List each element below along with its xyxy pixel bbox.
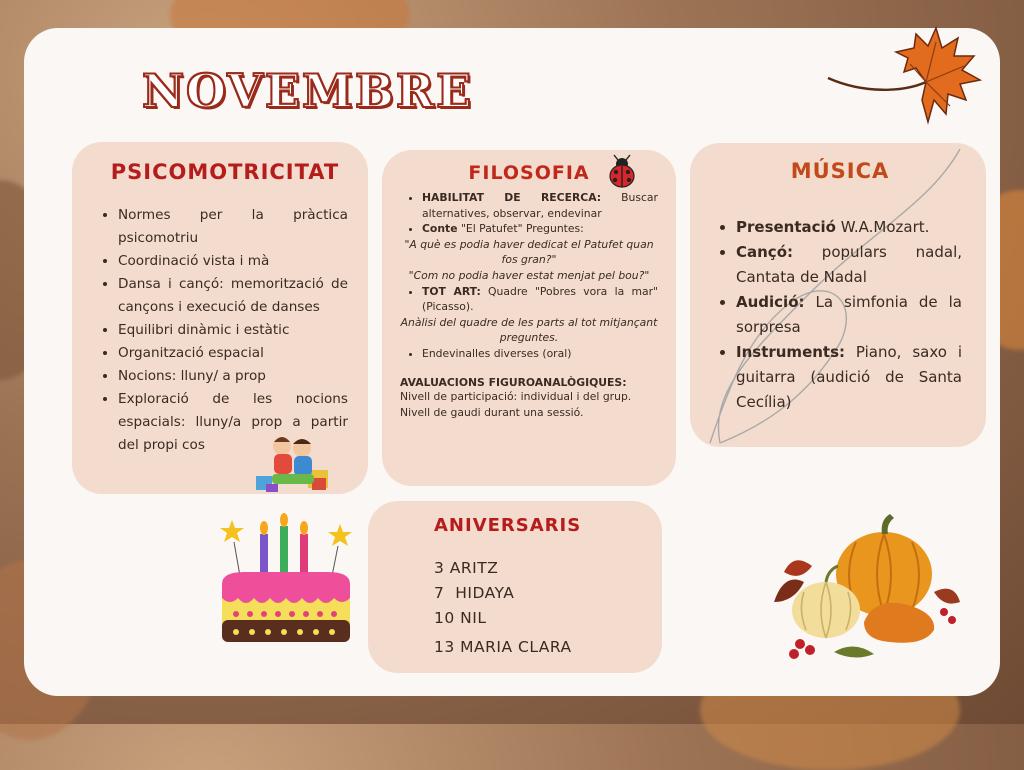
musica-heading: MÚSICA bbox=[790, 159, 890, 183]
filosofia-list-2 bbox=[400, 284, 658, 315]
list-item bbox=[422, 221, 658, 237]
list-item: • Normes per la pràctica psicomotriu bbox=[118, 204, 348, 250]
list-item bbox=[422, 284, 658, 315]
maple-leaf-icon bbox=[824, 22, 994, 142]
page-title: NOVEMBRE bbox=[142, 64, 474, 118]
totart-text: Quadre "Pobres vora la mar" (Picasso). bbox=[422, 284, 658, 314]
item-text: populars nadal, Cantata de Nadal bbox=[736, 243, 962, 286]
item-text: W.A.Mozart. bbox=[835, 218, 930, 236]
list-item: • Nocions: lluny/ a prop bbox=[118, 365, 348, 388]
item-label: Cançó: bbox=[736, 243, 794, 261]
list-item: • Equilibri dinàmic i estàtic bbox=[118, 319, 348, 342]
musica-card bbox=[690, 143, 986, 447]
list-item bbox=[736, 340, 962, 415]
item-label: Audició: bbox=[736, 293, 805, 311]
item-label: Instruments: bbox=[736, 343, 846, 361]
list-item bbox=[422, 190, 658, 221]
item-text: Piano, saxo i guitarra (audició de Santa Cecília) bbox=[736, 343, 962, 411]
item-label: Presentació bbox=[736, 218, 836, 236]
list-item: 10 NIL bbox=[434, 609, 487, 627]
avaluacions-line: Nivell de participació: individual i del grup. bbox=[400, 389, 632, 403]
list-item bbox=[736, 240, 962, 290]
list-item: • Endevinalles diverses (oral) bbox=[422, 346, 658, 362]
list-item bbox=[736, 290, 962, 340]
habilitat-text: Buscar alternatives, observar, endevinar bbox=[422, 191, 658, 220]
avaluacions-line: Nivell de gaudi durant una sessió. bbox=[400, 405, 584, 419]
conte-text: "El Patufet" Preguntes: bbox=[457, 222, 584, 236]
filosofia-heading: FILOSOFIA bbox=[468, 162, 590, 184]
list-item: • Coordinació vista i mà bbox=[118, 250, 348, 273]
conte-label: Conte bbox=[422, 222, 458, 236]
filosofia-list bbox=[400, 190, 658, 237]
psicomotricitat-heading: PSICOMOTRICITAT bbox=[110, 160, 340, 184]
pumpkins-icon bbox=[764, 512, 964, 672]
list-item: • Organització espacial bbox=[118, 342, 348, 365]
aniversaris-card bbox=[368, 501, 662, 673]
birthday-cake-icon bbox=[214, 512, 358, 652]
children-playing-icon bbox=[252, 432, 334, 494]
list-item bbox=[736, 215, 962, 240]
list-item: 7 HIDAYA bbox=[434, 584, 515, 602]
birthday-list bbox=[434, 556, 662, 660]
habilitat-label: HABILITAT DE RECERCA: bbox=[422, 191, 602, 204]
item-text: La simfonia de la sorpresa bbox=[736, 293, 962, 336]
list-item: 3 ARITZ bbox=[434, 559, 499, 577]
filosofia-card bbox=[382, 150, 676, 486]
ladybug-icon bbox=[604, 154, 640, 190]
avaluacions-title: AVALUACIONS FIGUROANALÒGIQUES: bbox=[400, 375, 627, 389]
musica-list bbox=[718, 215, 962, 415]
psicomotricitat-list bbox=[102, 204, 348, 457]
quote-patufet-bou: "Com no podia haver estat menjat pel bou?" bbox=[408, 268, 650, 282]
aniversaris-heading: ANIVERSARIS bbox=[434, 515, 582, 536]
list-item: • Dansa i cançó: memorització de cançons i execució de danses bbox=[118, 273, 348, 319]
list-item: 13 MARIA CLARA bbox=[434, 638, 572, 656]
list-item: • Exploració de les nocions espacials: lluny/a prop a partir del propi cos bbox=[118, 388, 348, 457]
totart-label: TOT ART: bbox=[422, 284, 481, 298]
quote-patufet-gran: "A què es podia haver dedicat el Patufet quan fos gran?" bbox=[404, 237, 654, 267]
quote-analisi: Anàlisi del quadre de les parts al tot mitjançant preguntes. bbox=[400, 315, 658, 345]
filosofia-list-3 bbox=[400, 346, 658, 362]
